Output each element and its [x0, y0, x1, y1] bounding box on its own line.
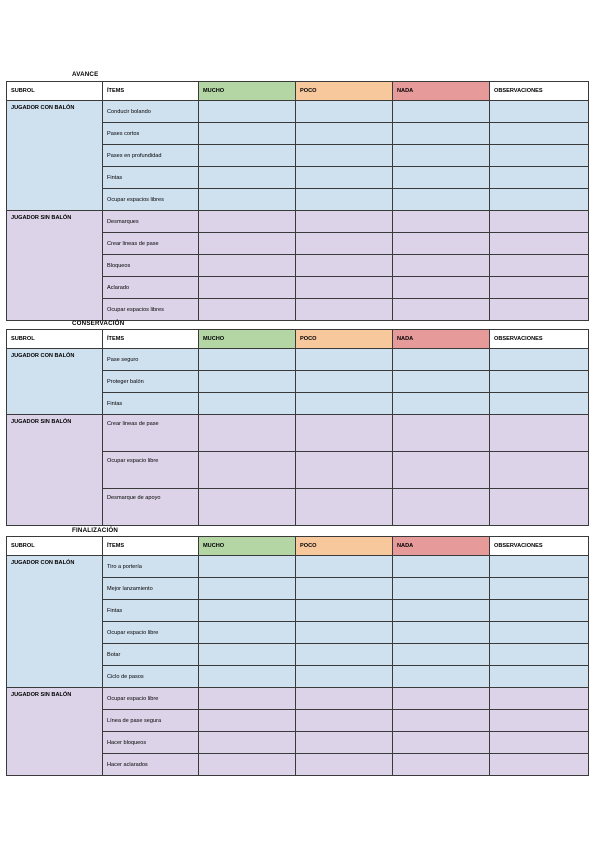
mucho-cell[interactable] — [199, 349, 296, 371]
nada-cell[interactable] — [393, 578, 490, 600]
nada-cell[interactable] — [393, 211, 490, 233]
observaciones-cell[interactable] — [490, 600, 589, 622]
observaciones-cell[interactable] — [490, 622, 589, 644]
nada-cell[interactable] — [393, 371, 490, 393]
subrol-cell: JUGADOR SIN BALÓN — [7, 211, 103, 321]
mucho-cell[interactable] — [199, 101, 296, 123]
mucho-cell[interactable] — [199, 189, 296, 211]
observaciones-cell[interactable] — [490, 578, 589, 600]
poco-cell[interactable] — [296, 710, 393, 732]
subrol-cell: JUGADOR CON BALÓN — [7, 349, 103, 415]
observaciones-cell[interactable] — [490, 415, 589, 452]
observaciones-cell[interactable] — [490, 710, 589, 732]
observaciones-cell[interactable] — [490, 754, 589, 776]
item-cell: Pase seguro — [103, 349, 199, 371]
nada-cell[interactable] — [393, 101, 490, 123]
nada-cell[interactable] — [393, 123, 490, 145]
poco-cell[interactable] — [296, 189, 393, 211]
header-nada: NADA — [393, 82, 490, 101]
poco-cell[interactable] — [296, 145, 393, 167]
item-cell: Tiro a portería — [103, 556, 199, 578]
mucho-cell[interactable] — [199, 622, 296, 644]
mucho-cell[interactable] — [199, 666, 296, 688]
header-items: ÍTEMS — [103, 537, 199, 556]
mucho-cell[interactable] — [199, 299, 296, 321]
nada-cell[interactable] — [393, 189, 490, 211]
observaciones-cell[interactable] — [490, 233, 589, 255]
table-row — [7, 556, 589, 578]
poco-cell[interactable] — [296, 452, 393, 489]
nada-cell[interactable] — [393, 666, 490, 688]
item-cell: Ciclo de pasos — [103, 666, 199, 688]
mucho-cell[interactable] — [199, 452, 296, 489]
mucho-cell[interactable] — [199, 600, 296, 622]
item-cell: Desmarque de apoyo — [103, 489, 199, 526]
table-finalizacion — [6, 536, 589, 776]
observaciones-cell[interactable] — [490, 145, 589, 167]
nada-cell[interactable] — [393, 277, 490, 299]
item-cell: Ocupar espacios libres — [103, 299, 199, 321]
item-cell: Desmarques — [103, 211, 199, 233]
poco-cell[interactable] — [296, 688, 393, 710]
mucho-cell[interactable] — [199, 556, 296, 578]
subrol-cell: JUGADOR CON BALÓN — [7, 556, 103, 688]
header-row — [7, 330, 589, 349]
observaciones-cell[interactable] — [490, 167, 589, 189]
item-cell: Conducir bolando — [103, 101, 199, 123]
header-poco: POCO — [296, 82, 393, 101]
table-row — [7, 688, 589, 710]
item-cell: Ocupar espacios libres — [103, 189, 199, 211]
header-items: ÍTEMS — [103, 82, 199, 101]
subrol-cell: JUGADOR SIN BALÓN — [7, 688, 103, 776]
mucho-cell[interactable] — [199, 489, 296, 526]
poco-cell[interactable] — [296, 167, 393, 189]
item-cell: Hacer aclarados — [103, 754, 199, 776]
item-cell: Línea de pase segura — [103, 710, 199, 732]
observaciones-cell[interactable] — [490, 556, 589, 578]
header-mucho: MUCHO — [199, 330, 296, 349]
observaciones-cell[interactable] — [490, 211, 589, 233]
nada-cell[interactable] — [393, 415, 490, 452]
item-cell: Fintas — [103, 393, 199, 415]
mucho-cell[interactable] — [199, 710, 296, 732]
poco-cell[interactable] — [296, 415, 393, 452]
header-row — [7, 537, 589, 556]
nada-cell[interactable] — [393, 255, 490, 277]
nada-cell[interactable] — [393, 233, 490, 255]
table-avance — [6, 81, 589, 321]
observaciones-cell[interactable] — [490, 349, 589, 371]
nada-cell[interactable] — [393, 600, 490, 622]
observaciones-cell[interactable] — [490, 393, 589, 415]
poco-cell[interactable] — [296, 754, 393, 776]
item-cell: Ocupar espacio libre — [103, 452, 199, 489]
table-row — [7, 349, 589, 371]
mucho-cell[interactable] — [199, 167, 296, 189]
header-nada: NADA — [393, 330, 490, 349]
header-poco: POCO — [296, 537, 393, 556]
observaciones-cell[interactable] — [490, 277, 589, 299]
mucho-cell[interactable] — [199, 644, 296, 666]
mucho-cell[interactable] — [199, 578, 296, 600]
observaciones-cell[interactable] — [490, 452, 589, 489]
item-cell: Fintas — [103, 167, 199, 189]
mucho-cell[interactable] — [199, 211, 296, 233]
mucho-cell[interactable] — [199, 233, 296, 255]
mucho-cell[interactable] — [199, 393, 296, 415]
poco-cell[interactable] — [296, 732, 393, 754]
header-row — [7, 82, 589, 101]
section-title-conservacion: CONSERVACIÓN — [72, 320, 125, 327]
section-title-finalizacion: FINALIZACIÓN — [72, 527, 119, 534]
nada-cell[interactable] — [393, 349, 490, 371]
item-cell: Pases en profundidad — [103, 145, 199, 167]
mucho-cell[interactable] — [199, 123, 296, 145]
mucho-cell[interactable] — [199, 688, 296, 710]
item-cell: Mejor lanzamiento — [103, 578, 199, 600]
item-cell: Crear lineas de pase — [103, 233, 199, 255]
nada-cell[interactable] — [393, 556, 490, 578]
poco-cell[interactable] — [296, 556, 393, 578]
nada-cell[interactable] — [393, 754, 490, 776]
poco-cell[interactable] — [296, 349, 393, 371]
observaciones-cell[interactable] — [490, 644, 589, 666]
nada-cell[interactable] — [393, 732, 490, 754]
nada-cell[interactable] — [393, 489, 490, 526]
nada-cell[interactable] — [393, 452, 490, 489]
observaciones-cell[interactable] — [490, 666, 589, 688]
nada-cell[interactable] — [393, 393, 490, 415]
header-mucho: MUCHO — [199, 82, 296, 101]
nada-cell[interactable] — [393, 299, 490, 321]
poco-cell[interactable] — [296, 123, 393, 145]
item-cell: Botar — [103, 644, 199, 666]
item-cell: Proteger balón — [103, 371, 199, 393]
poco-cell[interactable] — [296, 371, 393, 393]
observaciones-cell[interactable] — [490, 189, 589, 211]
observaciones-cell[interactable] — [490, 489, 589, 526]
poco-cell[interactable] — [296, 277, 393, 299]
item-cell: Aclarado — [103, 277, 199, 299]
item-cell: Crear lineas de pase — [103, 415, 199, 452]
item-cell: Pases cortos — [103, 123, 199, 145]
poco-cell[interactable] — [296, 211, 393, 233]
mucho-cell[interactable] — [199, 145, 296, 167]
poco-cell[interactable] — [296, 233, 393, 255]
poco-cell[interactable] — [296, 393, 393, 415]
subrol-cell: JUGADOR CON BALÓN — [7, 101, 103, 211]
table-row — [7, 211, 589, 233]
nada-cell[interactable] — [393, 644, 490, 666]
header-subrol: SUBROL — [7, 330, 103, 349]
header-observaciones: OBSERVACIONES — [490, 82, 589, 101]
nada-cell[interactable] — [393, 622, 490, 644]
mucho-cell[interactable] — [199, 277, 296, 299]
poco-cell[interactable] — [296, 644, 393, 666]
mucho-cell[interactable] — [199, 732, 296, 754]
section-title-avance: AVANCE — [72, 71, 99, 78]
poco-cell[interactable] — [296, 255, 393, 277]
item-cell: Hacer bloqueos — [103, 732, 199, 754]
mucho-cell[interactable] — [199, 415, 296, 452]
observaciones-cell[interactable] — [490, 688, 589, 710]
header-items: ÍTEMS — [103, 330, 199, 349]
item-cell: Bloqueos — [103, 255, 199, 277]
poco-cell[interactable] — [296, 622, 393, 644]
observaciones-cell[interactable] — [490, 255, 589, 277]
header-nada: NADA — [393, 537, 490, 556]
mucho-cell[interactable] — [199, 754, 296, 776]
item-cell: Ocupar espacio libre — [103, 622, 199, 644]
mucho-cell[interactable] — [199, 255, 296, 277]
header-observaciones: OBSERVACIONES — [490, 537, 589, 556]
observaciones-cell[interactable] — [490, 123, 589, 145]
poco-cell[interactable] — [296, 299, 393, 321]
nada-cell[interactable] — [393, 145, 490, 167]
header-subrol: SUBROL — [7, 537, 103, 556]
poco-cell[interactable] — [296, 578, 393, 600]
mucho-cell[interactable] — [199, 371, 296, 393]
header-subrol: SUBROL — [7, 82, 103, 101]
observaciones-cell[interactable] — [490, 299, 589, 321]
table-conservacion — [6, 329, 589, 526]
nada-cell[interactable] — [393, 688, 490, 710]
poco-cell[interactable] — [296, 666, 393, 688]
observaciones-cell[interactable] — [490, 732, 589, 754]
nada-cell[interactable] — [393, 710, 490, 732]
table-row — [7, 101, 589, 123]
item-cell: Ocupar espacio libre — [103, 688, 199, 710]
item-cell: Fintas — [103, 600, 199, 622]
subrol-cell: JUGADOR SIN BALÓN — [7, 415, 103, 526]
header-mucho: MUCHO — [199, 537, 296, 556]
observaciones-cell[interactable] — [490, 101, 589, 123]
nada-cell[interactable] — [393, 167, 490, 189]
poco-cell[interactable] — [296, 600, 393, 622]
header-poco: POCO — [296, 330, 393, 349]
observaciones-cell[interactable] — [490, 371, 589, 393]
poco-cell[interactable] — [296, 489, 393, 526]
header-observaciones: OBSERVACIONES — [490, 330, 589, 349]
poco-cell[interactable] — [296, 101, 393, 123]
table-row — [7, 415, 589, 452]
